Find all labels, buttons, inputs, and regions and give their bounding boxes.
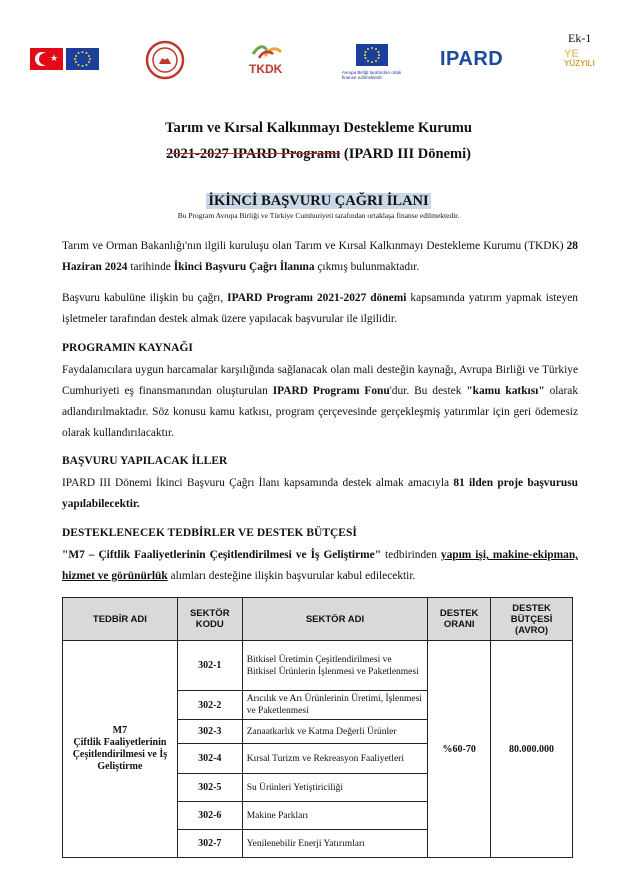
source-paragraph — [62, 360, 578, 444]
source-heading: PROGRAMIN KAYNAĞI — [62, 342, 193, 354]
institution-title: Tarım ve Kırsal Kalkınmayı Destekleme Kurumu — [165, 120, 472, 136]
intro-paragraph-2 — [62, 288, 578, 330]
public-contribution-text: "kamu katkısı" — [466, 385, 545, 397]
text: alımları desteğine ilişkin başvurular kabul edilecektir. — [167, 570, 416, 582]
text: tarihinde — [127, 261, 174, 273]
budget-cell: 80.000.000 — [491, 641, 573, 858]
sector-name: Arıcılık ve Arı Ürünlerinin Üretimi, İşlenmesi ve Paketlenmesi — [242, 691, 427, 720]
sector-code: 302-7 — [177, 830, 242, 858]
tkdk-logo-text: TKDK — [249, 62, 283, 76]
text: Başvuru kabulüne ilişkin bu çağrı, — [62, 292, 228, 304]
table-header-row — [63, 598, 573, 641]
sector-name: Kırsal Turizm ve Rekreasyon Faaliyetleri — [242, 744, 427, 774]
sector-code: 302-5 — [177, 774, 242, 802]
sector-name: Makine Parkları — [242, 802, 427, 830]
text: olarak adlandırılmaktadır. Söz konusu kamu katkısı, program çerçevesinde gerçekleşmiş yatırımlar için geri ödemesiz olarak kullandırılacaktır. — [62, 385, 579, 439]
text: Faydalanıcılara uygun harcamalar karşılığında sağlanacak olan mali desteğin kaynağı, Avrupa Birliği ve Türkiye Cumhuriyeti eş finansmanından oluşturulan — [62, 364, 578, 397]
provinces-heading: BAŞVURU YAPILACAK İLLER — [62, 455, 228, 467]
program-title-struck: 2021-2027 IPARD Programı — [166, 146, 341, 162]
text: çıkmış bulunmaktadır. — [314, 261, 420, 273]
sector-name: Su Ürünleri Yetiştiriciliği — [242, 774, 427, 802]
eu-cofinance-logo — [342, 42, 402, 86]
text: Tarım ve Orman Bakanlığı'nın ilgili kuruluşu olan Tarım ve Kırsal Kalkınmayı Destekleme Kurumu (TKDK) — [62, 240, 567, 252]
sector-code: 302-3 — [177, 720, 242, 744]
turkiye-yuzyili-logo — [564, 50, 595, 68]
sector-name: Bitkisel Üretimin Çeşitlendirilmesi ve Bitkisel Ürünlerin İşlenmesi ve Paketlenmesi — [242, 641, 427, 691]
sector-code: 302-6 — [177, 802, 242, 830]
measure-code: M7 — [112, 725, 128, 736]
yuzyil-text-top: YE — [564, 48, 579, 60]
sector-code: 302-1 — [177, 641, 242, 691]
call-title-text: İKİNCİ BAŞVURU ÇAĞRI İLANI — [208, 193, 429, 209]
measures-table — [62, 597, 573, 858]
call-text: İkinci Başvuru Çağrı İlanına — [173, 261, 315, 273]
page-label: Ek-1 — [568, 31, 592, 45]
program-title — [0, 146, 637, 163]
header-measure: TEDBİR ADI — [63, 598, 178, 641]
text: kapsamında yatırım yapmak isteyen işletmeler tarafından destek almak üzere yapılacak başvurular ile ilgilidir. — [62, 292, 578, 325]
eu-flag-icon — [66, 48, 99, 70]
date-text: 28 Haziran 2024 — [62, 240, 578, 273]
sector-code: 302-4 — [177, 744, 242, 774]
text: 'dur. Bu destek — [389, 385, 467, 397]
yuzyil-text-bottom: YÜZYILI — [564, 59, 595, 68]
eu-cofinance-caption: Avrupa Birliği tarafından ortak finanse edilmektedir — [342, 70, 402, 80]
call-title — [0, 192, 637, 210]
fund-text: IPARD Programı Fonu — [272, 385, 390, 397]
header-code: SEKTÖR KODU — [177, 598, 242, 641]
provinces-paragraph — [62, 473, 578, 515]
intro-paragraph-1 — [62, 236, 578, 278]
ipard-logo: IPARD — [440, 48, 504, 70]
logo-bar — [0, 38, 637, 88]
ministry-seal-icon — [145, 40, 185, 80]
sector-name: Yenilenebilir Enerji Yatırımları — [242, 830, 427, 858]
provinces-count-text: 81 ilden proje başvurusu yapılabilecektir. — [62, 477, 578, 510]
program-period-text: IPARD Programı 2021-2027 dönemi — [227, 292, 407, 304]
rate-cell: %60-70 — [428, 641, 491, 858]
sector-name: Zanaatkarlık ve Katma Değerli Ürünler — [242, 720, 427, 744]
measure-cell — [63, 641, 178, 858]
text: IPARD III Dönemi İkinci Başvuru Çağrı İlanı kapsamında destek almak amacıyla — [62, 477, 454, 489]
program-title-rest: (IPARD III Dönemi) — [340, 146, 471, 162]
table-row — [63, 641, 573, 691]
sector-code: 302-2 — [177, 691, 242, 720]
support-types-text: yapım işi, makine-ekipman, hizmet ve görünürlük — [62, 549, 578, 582]
header-sector: SEKTÖR ADI — [242, 598, 427, 641]
funding-note: Bu Program Avrupa Birliği ve Türkiye Cumhuriyeti tarafından ortaklaşa finanse edilmektedir. — [177, 211, 460, 220]
measures-heading: DESTEKLENECEK TEDBİRLER VE DESTEK BÜTÇESİ — [62, 527, 357, 539]
turkey-flag-icon: ★ — [30, 48, 63, 70]
measure-name: Çiftlik Faaliyetlerinin Çeşitlendirilmesi ve İş Geliştirme — [72, 737, 168, 772]
header-budget: DESTEK BÜTÇESİ (AVRO) — [491, 598, 573, 641]
text: tedbirinden — [381, 549, 441, 561]
measure-name-text: "M7 – Çiftlik Faaliyetlerinin Çeşitlendirilmesi ve İş Geliştirme" — [62, 549, 382, 561]
measures-paragraph — [62, 545, 578, 587]
tkdk-logo — [235, 40, 297, 80]
header-rate: DESTEK ORANI — [428, 598, 491, 641]
